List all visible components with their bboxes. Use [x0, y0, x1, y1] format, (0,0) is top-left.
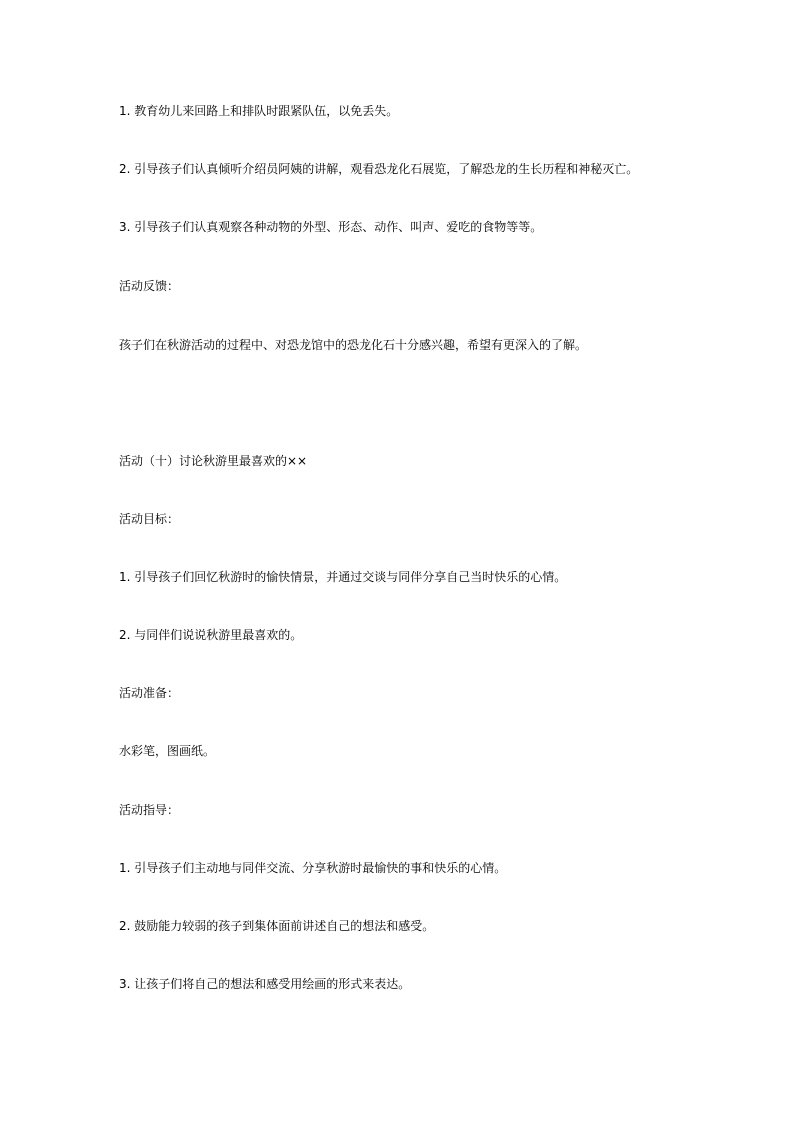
instruction-line-3: 3. 引导孩子们认真观察各种动物的外型、形态、动作、叫声、爱吃的食物等等。	[119, 220, 543, 234]
goal-line-1: 1. 引导孩子们回忆秋游时的愉快情景，并通过交谈与同伴分享自己当时快乐的心情。	[119, 570, 567, 584]
section-heading-feedback: 活动反馈：	[119, 279, 180, 293]
section-heading-preparation: 活动准备：	[119, 686, 180, 700]
instruction-line-2: 2. 引导孩子们认真倾听介绍员阿姨的讲解，观看恐龙化石展览，了解恐龙的生长历程和神秘灭亡。	[119, 162, 639, 176]
guidance-line-2: 2. 鼓励能力较弱的孩子到集体面前讲述自己的想法和感受。	[119, 919, 435, 933]
goal-line-2: 2. 与同伴们说说秋游里最喜欢的。	[119, 628, 303, 642]
section-heading-guidance: 活动指导：	[119, 803, 180, 817]
activity-title: 活动（十）讨论秋游里最喜欢的××	[119, 454, 308, 468]
feedback-paragraph: 孩子们在秋游活动的过程中、对恐龙馆中的恐龙化石十分感兴趣，希望有更深入的了解。	[119, 338, 588, 352]
guidance-line-1: 1. 引导孩子们主动地与同伴交流、分享秋游时最愉快的事和快乐的心情。	[119, 861, 507, 875]
preparation-line: 水彩笔，图画纸。	[119, 744, 216, 758]
instruction-line-1: 1. 教育幼儿来回路上和排队时跟紧队伍，以免丢失。	[119, 104, 399, 118]
guidance-line-3: 3. 让孩子们将自己的想法和感受用绘画的形式来表达。	[119, 977, 411, 991]
section-heading-goals: 活动目标：	[119, 512, 180, 526]
